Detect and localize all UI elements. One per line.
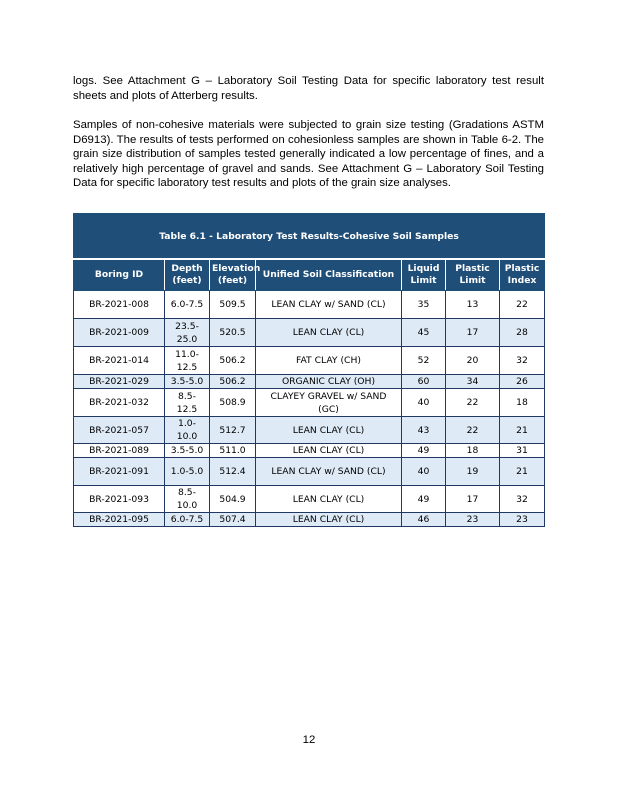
cell-classification: LEAN CLAY w/ SAND (CL) [256,458,402,486]
cell-depth-line2: 25.0 [176,333,198,345]
cell-boring-id: BR-2021-091 [74,458,165,486]
cell-classification: LEAN CLAY (CL) [256,319,402,347]
cell-boring-id: BR-2021-008 [74,291,165,319]
cell-depth-line1: 23.5- [175,320,199,332]
cell-plastic-limit: 17 [446,486,500,513]
cell-plastic-index: 21 [500,417,545,444]
paragraph-atterberg: logs. See Attachment G – Laboratory Soil Testing Data for specific laboratory test result sheets and plots of Atterberg results. [73,75,544,102]
table-caption: Table 6.1 - Laboratory Test Results-Cohesive Soil Samples [74,214,545,260]
cell-depth [165,319,210,347]
cell-elevation: 512.7 [210,417,256,444]
table-row [74,291,545,319]
cell-classification-line2: (GC) [318,403,339,415]
cell-depth: 3.5-5.0 [165,375,210,389]
cell-plastic-index: 22 [500,291,545,319]
header-liquid-limit [402,259,446,291]
header-depth-label: Depth [171,263,203,274]
header-boring-id-label: Boring ID [94,269,144,280]
cell-plastic-index: 32 [500,347,545,375]
table-row [74,444,545,458]
header-liquid-limit-line1: Liquid [407,263,440,274]
header-classification-label: Unified Soil Classification [262,269,395,280]
table-caption-row [74,214,545,260]
cell-classification [256,389,402,417]
cell-depth: 6.0-7.5 [165,513,210,527]
cell-plastic-limit: 17 [446,319,500,347]
cell-plastic-index: 23 [500,513,545,527]
cell-liquid-limit: 49 [402,444,446,458]
cell-elevation: 507.4 [210,513,256,527]
cell-elevation: 511.0 [210,444,256,458]
header-liquid-limit-line2: Limit [410,275,437,286]
cell-boring-id: BR-2021-032 [74,389,165,417]
cell-liquid-limit: 43 [402,417,446,444]
cell-plastic-limit: 18 [446,444,500,458]
cell-elevation: 506.2 [210,375,256,389]
cell-plastic-index: 32 [500,486,545,513]
cell-plastic-index: 26 [500,375,545,389]
header-plastic-limit-line1: Plastic [455,263,490,274]
cell-liquid-limit: 35 [402,291,446,319]
cell-depth [165,347,210,375]
cell-depth: 3.5-5.0 [165,444,210,458]
cell-plastic-limit: 34 [446,375,500,389]
header-plastic-index [500,259,545,291]
header-boring-id [74,259,165,291]
cell-depth: 8.5-12.5 [165,389,210,417]
table-header-row [74,259,545,291]
table-row [74,458,545,486]
cell-depth-line2: 12.5 [176,361,198,373]
cell-classification: LEAN CLAY (CL) [256,444,402,458]
header-elevation-label: Elevation [212,263,261,274]
cell-plastic-index: 18 [500,389,545,417]
cell-classification: ORGANIC CLAY (OH) [256,375,402,389]
page-number: 12 [302,734,316,746]
header-plastic-index-line2: Index [507,275,537,286]
cell-liquid-limit: 49 [402,486,446,513]
table-row [74,513,545,527]
cohesive-soil-results-table [73,213,545,527]
cell-boring-id: BR-2021-093 [74,486,165,513]
cell-depth: 8.5-10.0 [165,486,210,513]
header-elevation [210,259,261,291]
header-classification [256,259,402,291]
cell-boring-id: BR-2021-095 [74,513,165,527]
table-row [74,389,545,417]
header-elevation-unit: (feet) [217,275,248,286]
cell-boring-id: BR-2021-014 [74,347,165,375]
cell-plastic-index: 31 [500,444,545,458]
cell-boring-id: BR-2021-009 [74,319,165,347]
table-row [74,319,545,347]
cell-classification: FAT CLAY (CH) [256,347,402,375]
header-plastic-limit-line2: Limit [459,275,486,286]
table-row [74,347,545,375]
cell-elevation: 520.5 [210,319,256,347]
cell-classification: LEAN CLAY (CL) [256,513,402,527]
table-row [74,486,545,513]
cell-liquid-limit: 52 [402,347,446,375]
cell-boring-id: BR-2021-089 [74,444,165,458]
cell-classification: LEAN CLAY w/ SAND (CL) [256,291,402,319]
cell-plastic-limit: 23 [446,513,500,527]
header-depth-unit: (feet) [172,275,202,286]
cell-classification: LEAN CLAY (CL) [256,417,402,444]
cell-liquid-limit: 46 [402,513,446,527]
header-depth [165,259,210,291]
cell-depth-line1: 11.0- [175,348,199,360]
cell-boring-id: BR-2021-029 [74,375,165,389]
cell-plastic-limit: 13 [446,291,500,319]
header-plastic-index-line1: Plastic [504,263,540,274]
cell-depth: 1.0-10.0 [165,417,210,444]
cell-plastic-limit: 20 [446,347,500,375]
cell-elevation: 509.5 [210,291,256,319]
cell-plastic-index: 28 [500,319,545,347]
table-row [74,417,545,444]
cell-plastic-index: 21 [500,458,545,486]
cell-boring-id: BR-2021-057 [74,417,165,444]
cell-elevation: 508.9 [210,389,256,417]
cell-plastic-limit: 22 [446,389,500,417]
table-row [74,375,545,389]
cell-elevation: 504.9 [210,486,256,513]
cell-plastic-limit: 22 [446,417,500,444]
cell-liquid-limit: 40 [402,458,446,486]
cell-elevation: 512.4 [210,458,256,486]
cell-depth: 6.0-7.5 [165,291,210,319]
cell-plastic-limit: 19 [446,458,500,486]
cell-liquid-limit: 40 [402,389,446,417]
cell-classification-line1: CLAYEY GRAVEL w/ SAND [270,390,387,402]
paragraph-grain-size: Samples of non-cohesive materials were subjected to grain size testing (Gradations ASTM D6913). The results of tests performed on cohesionless samples are shown in Table 6-2. The grain size distribution of samples tested generally indicated a low percentage of fines, and a relatively high percentage of gravel and sands. See Attachment G – Laboratory Soil Testing Data for specific laboratory test results and plots of the grain size analyses. [73,119,544,190]
cell-liquid-limit: 60 [402,375,446,389]
cell-depth: 1.0-5.0 [165,458,210,486]
cell-liquid-limit: 45 [402,319,446,347]
cell-classification: LEAN CLAY (CL) [256,486,402,513]
header-plastic-limit [446,259,500,291]
cell-elevation: 506.2 [210,347,256,375]
